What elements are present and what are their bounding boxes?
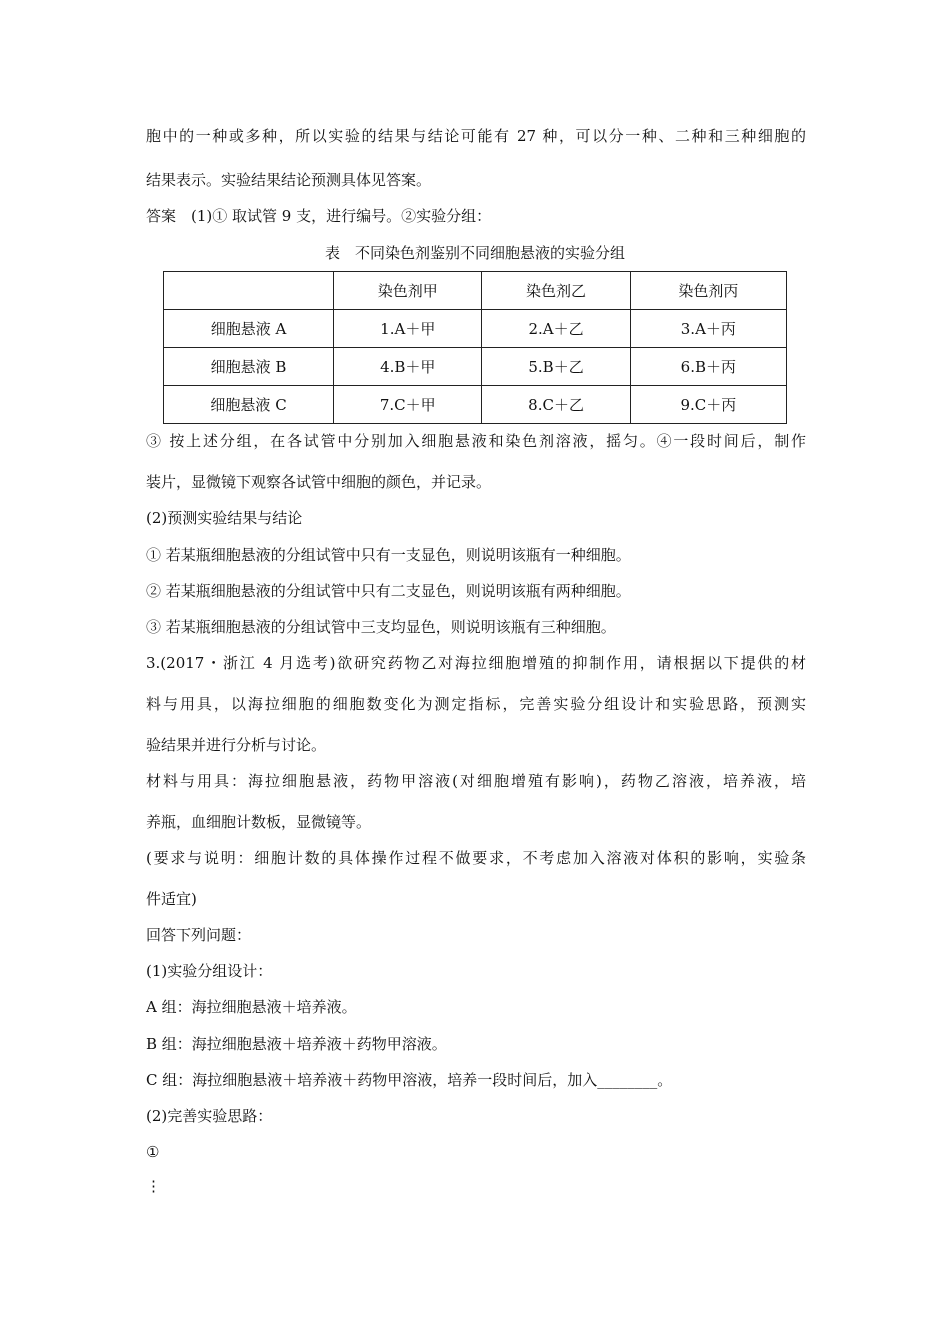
table-cell: 5.B＋乙 (482, 348, 630, 386)
prediction-3: ③ 若某瓶细胞悬液的分组试管中三支均显色，则说明该瓶有三种细胞。 (146, 618, 616, 636)
table-header-row (164, 272, 787, 310)
table-header-cell (164, 272, 334, 310)
table-header-cell: 染色剂乙 (482, 272, 630, 310)
answer-heading: 答案 (1)① 取试管 9 支，进行编号。②实验分组： (146, 207, 492, 225)
table-cell: 6.B＋丙 (630, 348, 786, 386)
table-cell: 1.A＋甲 (334, 310, 482, 348)
procedure-step-1: ① (146, 1143, 160, 1161)
table-header-cell: 染色剂甲 (334, 272, 482, 310)
requirements-line-1: (要求与说明：细胞计数的具体操作过程不做要求，不考虑加入溶液对体积的影响，实验条 (146, 849, 806, 867)
prediction-1: ① 若某瓶细胞悬液的分组试管中只有一支显色，则说明该瓶有一种细胞。 (146, 546, 631, 564)
group-b: B 组：海拉细胞悬液＋培养液＋药物甲溶液。 (146, 1035, 447, 1053)
table-cell: 9.C＋丙 (630, 386, 786, 424)
table-row (164, 348, 787, 386)
ellipsis-mark: ⋮ (146, 1177, 161, 1195)
table-cell: 细胞悬液 B (164, 348, 334, 386)
table-cell: 8.C＋乙 (482, 386, 630, 424)
step-3-line-1: ③ 按上述分组，在各试管中分别加入细胞悬液和染色剂溶液，摇匀。④一段时间后，制作 (146, 432, 806, 450)
group-a: A 组：海拉细胞悬液＋培养液。 (146, 998, 357, 1016)
paragraph-line-1: 胞中的一种或多种，所以实验的结果与结论可能有 27 种，可以分一种、二种和三种细胞的 (146, 127, 806, 145)
procedure-heading: (2)完善实验思路： (146, 1107, 273, 1125)
table-header-cell: 染色剂丙 (630, 272, 786, 310)
table-cell: 2.A＋乙 (482, 310, 630, 348)
table-row (164, 386, 787, 424)
paragraph-line-2: 结果表示。实验结果结论预测具体见答案。 (146, 171, 432, 189)
prediction-2: ② 若某瓶细胞悬液的分组试管中只有二支显色，则说明该瓶有两种细胞。 (146, 582, 631, 600)
question-3-line-2: 料与用具，以海拉细胞的细胞数变化为测定指标，完善实验分组设计和实验思路，预测实 (146, 695, 806, 713)
table-cell: 4.B＋甲 (334, 348, 482, 386)
table-cell: 细胞悬液 C (164, 386, 334, 424)
materials-line-2: 养瓶，血细胞计数板，显微镜等。 (146, 813, 372, 831)
step-3-line-2: 装片，显微镜下观察各试管中细胞的颜色，并记录。 (146, 473, 492, 491)
prediction-heading: (2)预测实验结果与结论 (146, 509, 303, 527)
grouping-heading: (1)实验分组设计： (146, 962, 273, 980)
answer-prompt: 回答下列问题： (146, 926, 252, 944)
table-cell: 7.C＋甲 (334, 386, 482, 424)
question-3-line-3: 验结果并进行分析与讨论。 (146, 736, 327, 754)
table-cell: 3.A＋丙 (630, 310, 786, 348)
question-3-line-1: 3.(2017・浙江 4 月选考)欲研究药物乙对海拉细胞增殖的抑制作用，请根据以下提供的材 (146, 654, 806, 672)
table-caption: 表 不同染色剂鉴别不同细胞悬液的实验分组 (324, 244, 625, 262)
group-c: C 组：海拉细胞悬液＋培养液＋药物甲溶液，培养一段时间后，加入________。 (146, 1071, 673, 1089)
materials-line-1: 材料与用具：海拉细胞悬液，药物甲溶液(对细胞增殖有影响)，药物乙溶液，培养液，培 (146, 772, 806, 790)
experiment-table (163, 271, 787, 424)
requirements-line-2: 件适宜) (146, 890, 197, 908)
table-cell: 细胞悬液 A (164, 310, 334, 348)
table-row (164, 310, 787, 348)
